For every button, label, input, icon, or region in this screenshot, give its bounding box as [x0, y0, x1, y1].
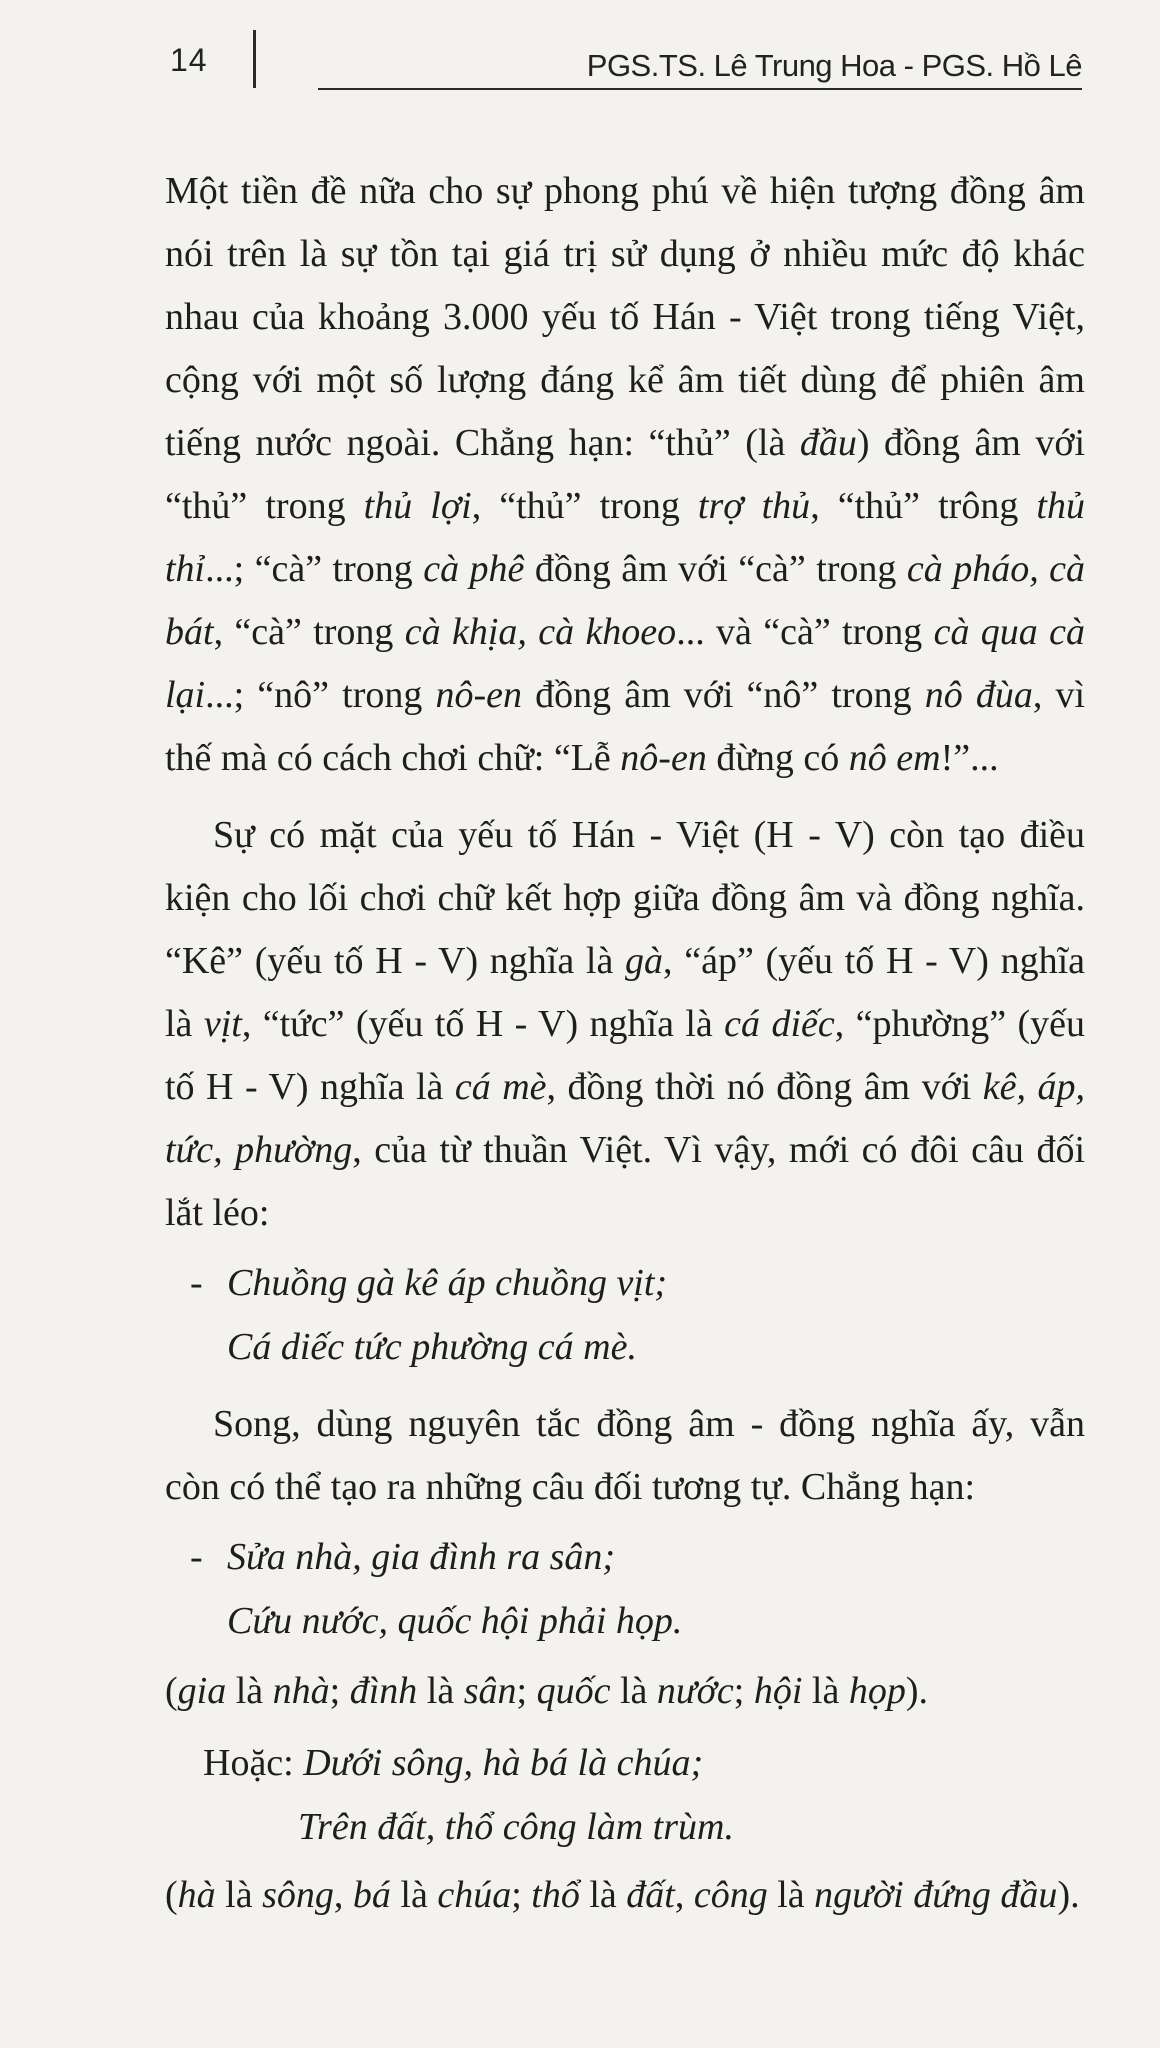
text-run: là [767, 1874, 815, 1916]
text-run: , [333, 1874, 353, 1916]
text-run: là [390, 1874, 438, 1916]
text-run: là [579, 1874, 627, 1916]
hoac-label: Hoặc: [203, 1742, 304, 1784]
gloss-note-1 [165, 1657, 1085, 1725]
italic-term: cà qua cà lại [165, 611, 1086, 716]
italic-term: nô đùa [924, 674, 1033, 716]
paragraph-3 [165, 1393, 1085, 1519]
text-run: ...; “nô” trong [205, 674, 436, 716]
italic-term: chúa [437, 1874, 512, 1916]
text-run: !”... [940, 737, 999, 779]
text-run: , “phường” (yếu tố H - V) nghĩa là [165, 1003, 1085, 1108]
text-run: , đồng thời nó đồng âm với [546, 1066, 983, 1108]
couplet-3-line-1 [165, 1731, 1085, 1795]
couplet-1 [165, 1251, 1085, 1379]
list-dash: - [190, 1536, 203, 1578]
text-run: ( [165, 1670, 178, 1712]
text-run: Song, dùng nguyên tắc đồng âm - đồng nghĩa ấy, vẫn còn có thể tạo ra những câu đối tương tự. Chẳng hạn: [165, 1403, 1085, 1508]
italic-term: hà [177, 1874, 216, 1916]
text-run: , vì thế mà có cách chơi chữ: “Lễ [165, 674, 1085, 779]
couplet-3 [165, 1731, 1085, 1859]
text-run: ). [905, 1670, 928, 1712]
italic-term: nô-en [435, 674, 522, 716]
couplet-2-line-1-text: Sửa nhà, gia đình ra sân; [227, 1536, 616, 1578]
couplet-1-line-1-text: Chuồng gà kê áp chuồng vịt; [227, 1262, 668, 1304]
text-run: ; [733, 1670, 754, 1712]
paragraph-1 [165, 160, 1085, 790]
text-run: đừng có [706, 737, 849, 779]
italic-term: đầu [799, 422, 857, 464]
italic-term: người đứng đầu [814, 1874, 1058, 1916]
italic-term: thủ lợi [363, 485, 472, 527]
italic-term: sông [262, 1874, 334, 1916]
couplet-3-line-1-text: Dưới sông, hà bá là chúa; [303, 1742, 704, 1784]
text-run: đồng âm với “cà” trong [524, 548, 907, 590]
couplet-2-line-1 [165, 1525, 1085, 1589]
text-run: ...; “cà” trong [205, 548, 424, 590]
text-run: , “thủ” trông [810, 485, 1037, 527]
italic-term: gà [625, 940, 664, 982]
text-run: là [417, 1670, 464, 1712]
italic-term: nô em [848, 737, 941, 779]
italic-term: cà pháo, cà bát [165, 548, 1086, 653]
list-dash: - [190, 1262, 203, 1304]
gloss-note-2 [165, 1861, 1085, 1929]
couplet-1-line-1 [165, 1251, 1085, 1315]
text-run: , của từ thuần Việt. Vì vậy, mới có đôi câu đối lắt léo: [165, 1129, 1086, 1234]
text-run: Một tiền đề nữa cho sự phong phú về hiện tượng đồng âm nói trên là sự tồn tại giá trị sử dụng ở nhiều mức độ khác nhau của khoảng 3.000 yếu tố Hán - Việt trong tiếng Việt, cộng với một số lượng đáng kể âm tiết dùng để phiên âm tiếng nước ngoài. Chẳng hạn: “thủ” (là [165, 170, 1085, 464]
text-run: , “cà” trong [213, 611, 405, 653]
text-run: ... và “cà” trong [676, 611, 934, 653]
text-run: Sự có mặt của yếu tố Hán - Việt (H - V) còn tạo điều kiện cho lối chơi chữ kết hợp giữa đồng âm và đồng nghĩa. “Kê” (yếu tố H - V) nghĩa là [165, 814, 1085, 982]
italic-term: đình [349, 1670, 418, 1712]
page-header [0, 0, 1160, 110]
text-run: ). [1057, 1874, 1080, 1916]
couplet-2-line-2: Cứu nước, quốc hội phải họp. [227, 1600, 683, 1642]
text-run: là [802, 1670, 849, 1712]
italic-term: hội [753, 1670, 803, 1712]
italic-term: vịt [203, 1003, 242, 1045]
text-run: , “thủ” trong [471, 485, 698, 527]
italic-term: kê, áp, tức, phường [165, 1066, 1085, 1171]
italic-term: gia [177, 1670, 227, 1712]
italic-term: nước [656, 1670, 734, 1712]
couplet-2 [165, 1525, 1085, 1653]
text-run: ; [511, 1874, 532, 1916]
italic-term: quốc [536, 1670, 611, 1712]
italic-term: cá diếc [724, 1003, 835, 1045]
italic-term: sân [463, 1670, 517, 1712]
text-run: là [610, 1670, 657, 1712]
running-head: PGS.TS. Lê Trung Hoa - PGS. Hồ Lê [586, 48, 1082, 83]
header-rule [318, 88, 1082, 90]
text-run: , [674, 1874, 694, 1916]
text-run: đồng âm với “nô” trong [522, 674, 925, 716]
text-run: là [215, 1874, 263, 1916]
italic-term: họp [848, 1670, 906, 1712]
italic-term: thổ [531, 1874, 580, 1916]
couplet-3-line-2: Trên đất, thổ công làm trùm. [298, 1806, 734, 1848]
italic-term: thủ thỉ [165, 485, 1085, 590]
text-run: ; [329, 1670, 350, 1712]
text-run: ; [516, 1670, 537, 1712]
italic-term: công [693, 1874, 768, 1916]
paragraph-2 [165, 804, 1085, 1245]
italic-term: cà phê [423, 548, 525, 590]
body-text [165, 160, 1085, 1929]
couplet-1-line-2: Cá diếc tức phường cá mè. [227, 1326, 637, 1368]
italic-term: đất [626, 1874, 675, 1916]
text-run: , “tức” (yếu tố H - V) nghĩa là [241, 1003, 725, 1045]
text-run: , “áp” (yếu tố H - V) nghĩa là [165, 940, 1085, 1045]
italic-term: bá [352, 1874, 391, 1916]
header-divider [253, 30, 256, 88]
italic-term: cá mè [454, 1066, 547, 1108]
page-number: 14 [170, 42, 208, 78]
text-run: ( [165, 1874, 178, 1916]
text-run: là [226, 1670, 273, 1712]
italic-term: cà khịa, cà khoeo [404, 611, 677, 653]
italic-term: nhà [272, 1670, 330, 1712]
italic-term: trợ thủ [697, 485, 811, 527]
italic-term: nô-en [620, 737, 707, 779]
text-run: ) đồng âm với “thủ” trong [165, 422, 1085, 527]
